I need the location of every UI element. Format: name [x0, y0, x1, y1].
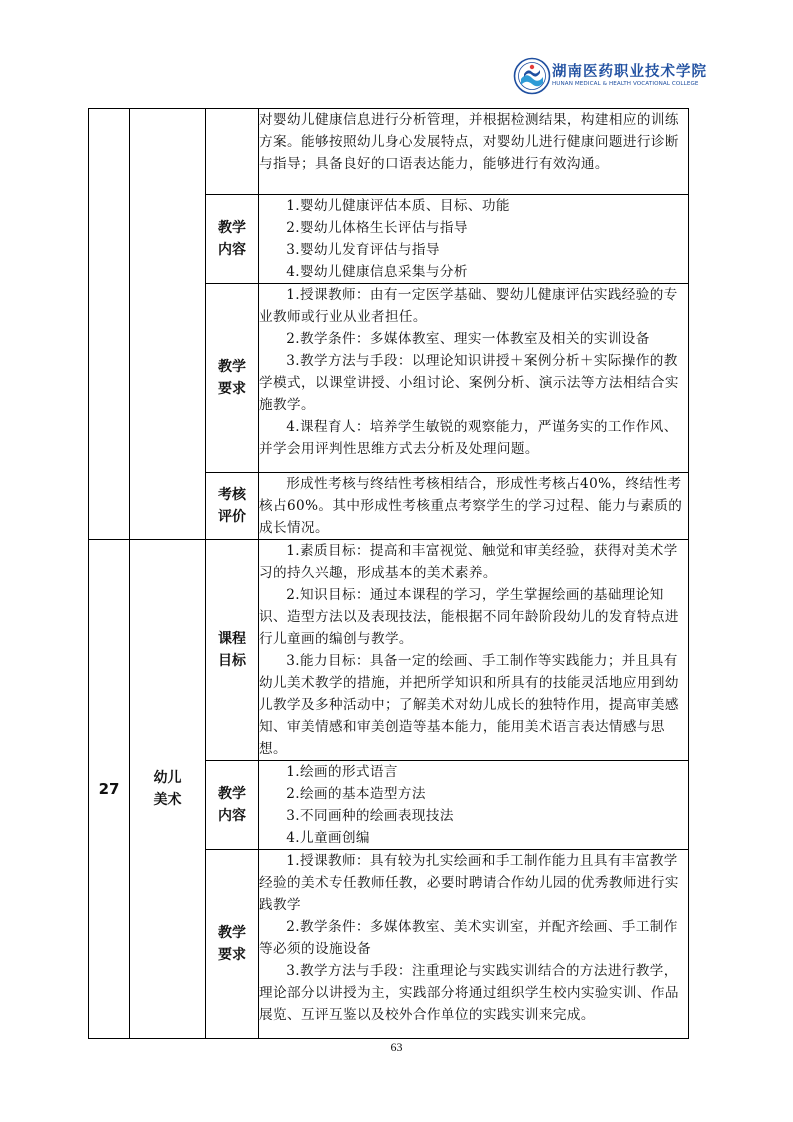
- assessment-cell: [259, 473, 689, 540]
- assessment-text: 形成性考核与终结性考核相结合，形成性考核占40%，终结性考核占60%。其中形成性考核重点考察学生的学习过程、能力与素质的成长情况。: [259, 476, 683, 536]
- table-row: [89, 109, 689, 195]
- requirements-cell: [259, 850, 689, 1039]
- list-item: 4.儿童画创编: [286, 830, 370, 846]
- list-item: 1.婴幼儿健康评估本质、目标、功能: [286, 198, 510, 214]
- label-cell-blank: [206, 109, 259, 195]
- list-item: 3.教学方法与手段：注重理论与实践实训结合的方法进行教学，理论部分以讲授为主，实践部分将通过组织学生校内实验实训、作品展览、互评互鉴以及校外合作单位的实践实训来完成。: [259, 963, 679, 1023]
- course-number: 27: [89, 540, 130, 1039]
- goals-continuation-cell: [259, 109, 689, 195]
- goals-label: 课程目标: [218, 631, 246, 669]
- list-item: 3.教学方法与手段：以理论知识讲授＋案例分析＋实际操作的教学模式，以课堂讲授、小组讨论、案例分析、演示法等方法相结合实施教学。: [259, 353, 679, 413]
- goals-label-cell: [206, 540, 259, 761]
- school-name: 湖南医药职业技术学院: [552, 63, 707, 80]
- list-item: 2.教学条件：多媒体教室、美术实训室，并配齐绘画、手工制作等必须的设施设备: [259, 919, 678, 957]
- requirements-label-cell: [206, 850, 259, 1039]
- list-item: 3.能力目标：具备一定的绘画、手工制作等实践能力；并且具有幼儿美术教学的措施，并把所学知识和所具有的技能灵活地应用到幼儿教学及多种活动中；了解美术对幼儿成长的独特作用，提高审美感知、审美情感和审美创造等基本能力，能用美术语言表达情感与思想。: [259, 653, 679, 757]
- list-item: 1.授课教师：具有较为扎实绘画和手工制作能力且具有丰富教学经验的美术专任教师任教，必要时聘请合作幼儿园的优秀教师进行实践教学: [259, 853, 679, 913]
- content-label-cell: [206, 761, 259, 850]
- assessment-label-cell: [206, 473, 259, 540]
- list-item: 2.知识目标：通过本课程的学习，学生掌握绘画的基础理论知识、造型方法以及表现技法，能根据不同年龄阶段幼儿的发育特点进行儿童画的编创与教学。: [259, 587, 679, 647]
- list-item: 1.授课教师：由有一定医学基础、婴幼儿健康评估实践经验的专业教师或行业从业者担任。: [259, 287, 678, 325]
- requirements-cell: [259, 284, 689, 473]
- content-label: 教学内容: [218, 220, 246, 258]
- page-number: 63: [390, 1040, 403, 1054]
- requirements-label-cell: [206, 284, 259, 473]
- requirements-label: 教学要求: [218, 925, 246, 963]
- list-item: 3.婴幼儿发育评估与指导: [286, 242, 440, 258]
- list-item: 4.课程育人：培养学生敏锐的观察能力，严谨务实的工作作风、并学会用评判性思维方式去分析及处理问题。: [259, 419, 678, 457]
- content-cell: [259, 761, 689, 850]
- course-name-cell-blank: [130, 109, 206, 540]
- content-cell: [259, 195, 689, 284]
- assessment-label: 考核评价: [218, 487, 246, 525]
- goals-cell: [259, 540, 689, 761]
- table-row: [89, 540, 689, 761]
- list-item: 4.婴幼儿健康信息采集与分析: [286, 264, 468, 280]
- list-item: 1.绘画的形式语言: [286, 764, 398, 780]
- list-item: 2.婴幼儿体格生长评估与指导: [286, 220, 468, 236]
- goals-continuation-text: 对婴幼儿健康信息进行分析管理，并根据检测结果，构建相应的训练方案。能够按照幼儿身心发展特点，对婴幼儿进行健康问题进行诊断与指导；具备良好的口语表达能力，能够进行有效沟通。: [259, 112, 679, 172]
- school-name-en: HUNAN MEDICAL & HEALTH VOCATIONAL COLLEGE: [552, 81, 699, 87]
- content-label-cell: [206, 195, 259, 284]
- course-table: [88, 108, 689, 1039]
- content-label: 教学内容: [218, 786, 246, 824]
- list-item: 2.教学条件：多媒体教室、理实一体教室及相关的实训设备: [286, 331, 650, 347]
- course-name: 幼儿美术: [153, 770, 182, 808]
- course-name-cell: [130, 540, 206, 1039]
- number-cell-blank: [89, 109, 130, 540]
- list-item: 2.绘画的基本造型方法: [286, 786, 426, 802]
- requirements-label: 教学要求: [218, 359, 246, 397]
- list-item: 3.不同画种的绘画表现技法: [286, 808, 454, 824]
- list-item: 1.素质目标：提高和丰富视觉、触觉和审美经验，获得对美术学习的持久兴趣，形成基本的美术素养。: [259, 543, 678, 581]
